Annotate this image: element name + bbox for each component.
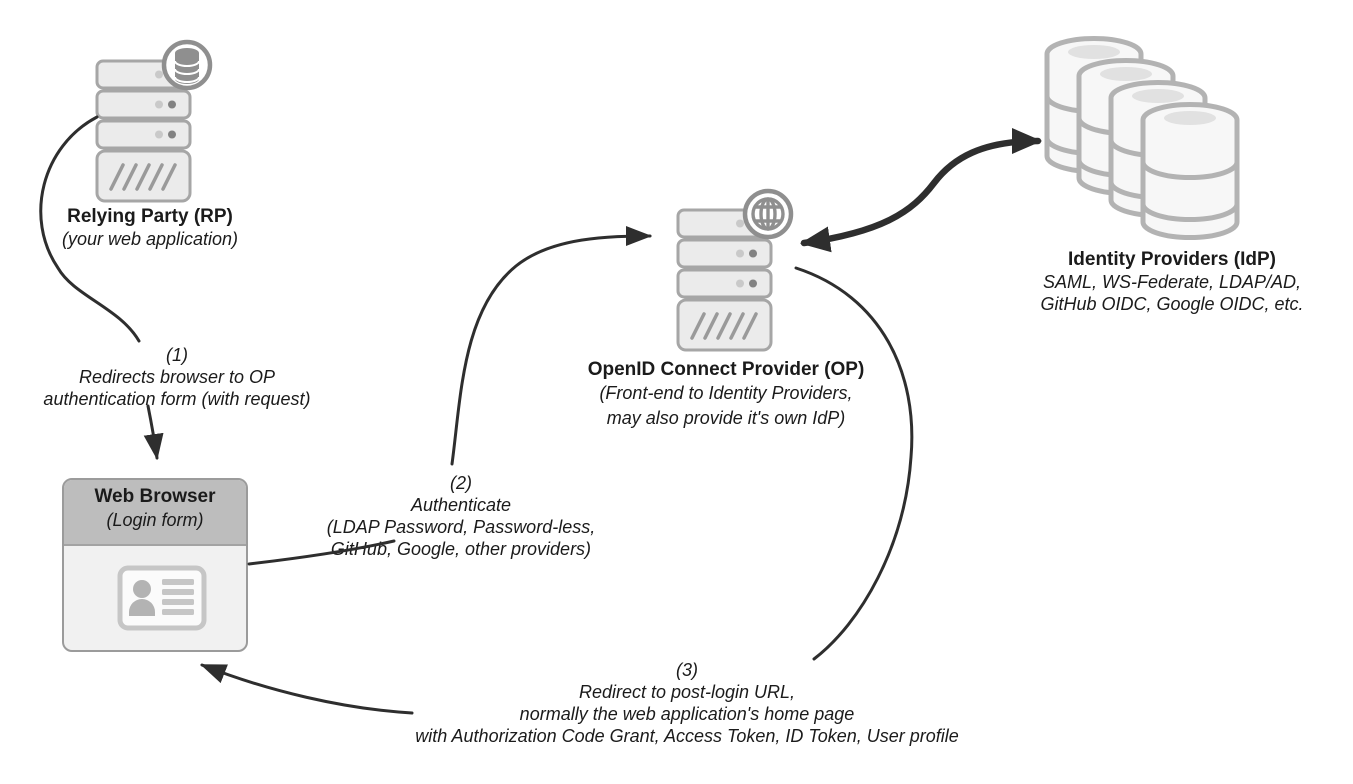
arrow-step3-op-to-browser: [796, 268, 912, 659]
step2-label: [327, 472, 595, 560]
step1-line: authentication form (with request): [43, 389, 311, 409]
step2-line: (LDAP Password, Password-less,: [326, 517, 596, 537]
step1-line: Redirects browser to OP: [78, 367, 276, 387]
step3-line: normally the web application's home page: [519, 704, 855, 724]
arrow-step1-rp-to-browser-end: [148, 406, 157, 458]
idp-label: [1040, 248, 1303, 315]
op-label: [588, 358, 865, 431]
web-browser-title: Web Browser: [94, 486, 216, 507]
op-subtitle-line2: may also provide it's own IdP): [606, 408, 846, 428]
database-badge-icon: [164, 42, 210, 88]
step1-number: (1): [165, 345, 188, 365]
relying-party-label: [62, 205, 238, 250]
op-server-icon: [671, 187, 797, 353]
idp-title: Identity Providers (IdP): [1068, 249, 1276, 270]
relying-party-subtitle: (your web application): [61, 229, 239, 249]
idp-subtitle-line2: GitHub OIDC, Google OIDC, etc.: [1040, 294, 1304, 314]
globe-badge-icon: [745, 191, 791, 237]
relying-party-title: Relying Party (RP): [67, 206, 233, 227]
step3-line: with Authorization Code Grant, Access Token, ID Token, User profile: [415, 726, 959, 746]
web-browser-subtitle: (Login form): [106, 510, 204, 530]
relying-party-server-icon: [90, 38, 216, 204]
step2-line: Authenticate: [410, 495, 512, 515]
step3-label: [415, 659, 959, 747]
web-browser-header: [64, 480, 246, 546]
arrow-step3-op-to-browser-end: [202, 665, 412, 713]
login-card-icon: [116, 564, 208, 632]
step3-number: (3): [675, 660, 698, 680]
step2-line: GitHub, Google, other providers): [330, 539, 592, 559]
idp-subtitle-line1: SAML, WS-Federate, LDAP/AD,: [1042, 272, 1302, 292]
idp-database-stack-icon: [1040, 30, 1252, 252]
step3-line: Redirect to post-login URL,: [578, 682, 796, 702]
web-browser-window: [62, 478, 248, 652]
database-cylinder-icon: [1143, 105, 1237, 238]
op-title: OpenID Connect Provider (OP): [587, 359, 865, 380]
step2-number: (2): [449, 473, 472, 493]
arrow-op-idp-bidirectional: [804, 141, 1038, 243]
step1-label: [43, 344, 310, 410]
op-subtitle-line1: (Front-end to Identity Providers,: [599, 383, 853, 403]
